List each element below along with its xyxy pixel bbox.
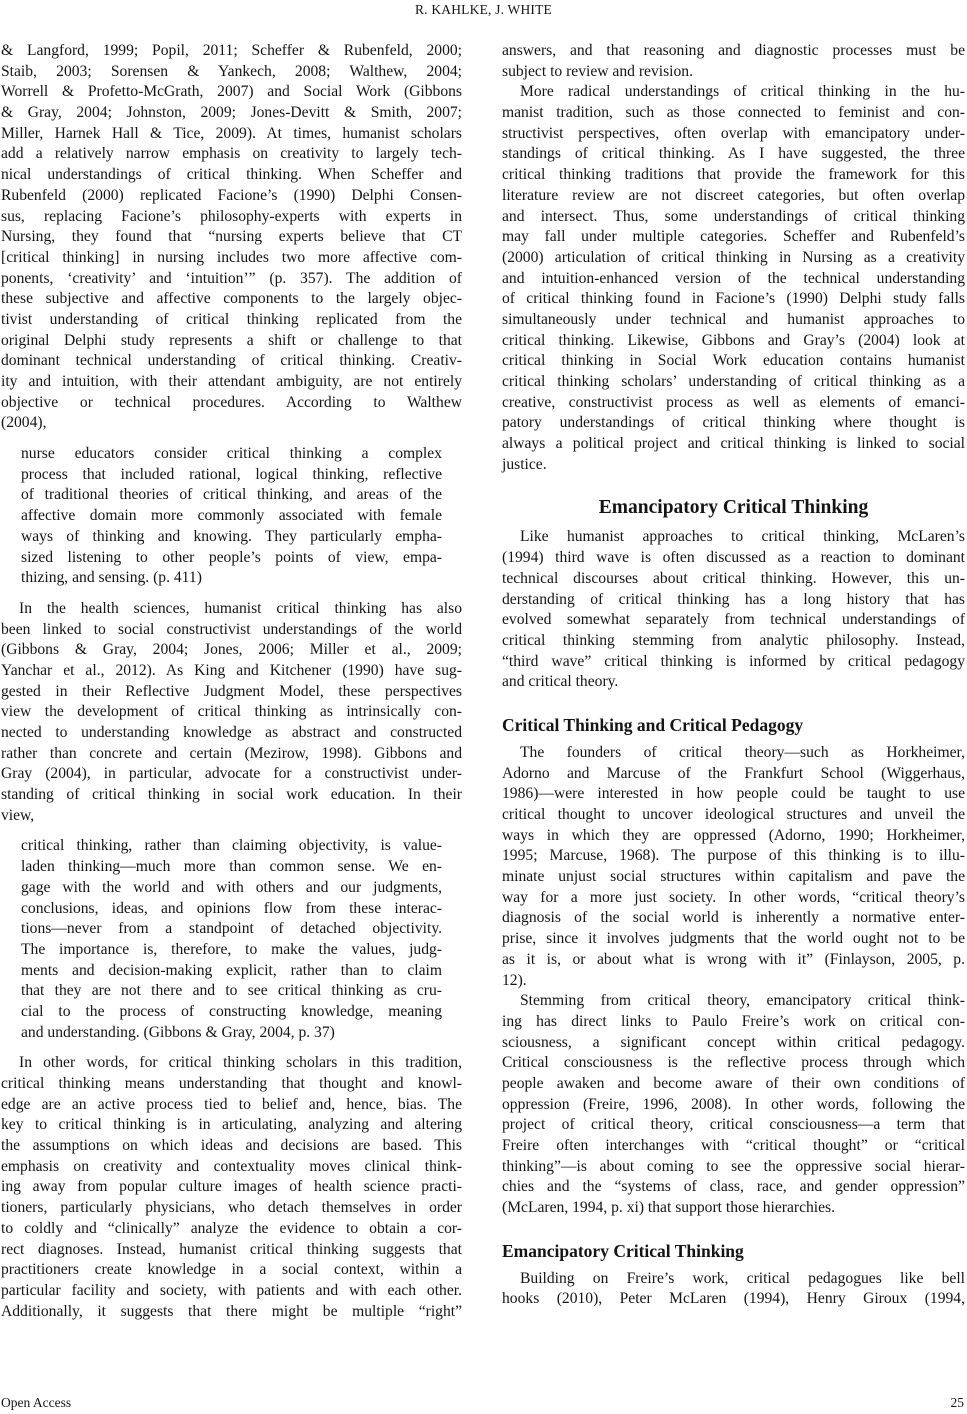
text-line: patory understandings of critical thinking where thought is — [502, 414, 965, 432]
left-column — [1, 41, 462, 1322]
text-line: literature review are not discreet categories, but often overlap — [502, 186, 965, 204]
paragraph-answers — [502, 41, 965, 82]
text-line: In the health sciences, humanist critical thinking has also — [19, 599, 462, 617]
text-line: cial to the process of constructing knowledge, meaning — [21, 1002, 442, 1020]
text-line: (McLaren, 1994, p. xi) that support those hierarchies. — [502, 1199, 836, 1217]
paragraph-third-wave — [502, 527, 965, 693]
footer-open-access: Open Access — [1, 1395, 72, 1410]
text-line: [critical thinking] in nursing includes two more affective com- — [1, 248, 462, 266]
text-line: The founders of critical theory—such as Horkheimer, — [520, 743, 965, 761]
text-line: Building on Freire’s work, critical pedagogues like bell — [520, 1269, 965, 1287]
right-column — [502, 41, 965, 1310]
text-line: Rubenfeld (2000) replicated Facione’s (1990) Delphi Consen- — [1, 186, 462, 204]
text-line: been linked to social constructivist understandings of the world — [1, 620, 462, 638]
text-line: key to critical thinking is in articulating, analyzing and altering — [1, 1116, 462, 1134]
paragraph-building-on-freire — [502, 1269, 965, 1310]
text-line: Freire often interchanges with “critical thought” or “critical — [502, 1137, 965, 1154]
text-line: The importance is, therefore, to make the values, judg- — [21, 940, 442, 958]
text-line: gested in their Reflective Judgment Model, these perspectives — [1, 682, 462, 700]
text-line: critical thinking traditions that provide the framework for this — [502, 166, 965, 184]
paragraph-in-other-words — [1, 1053, 462, 1322]
text-line: way for a more just society. In other words, “critical theory’s — [502, 888, 965, 906]
text-line: subject to review and revision. — [502, 62, 693, 80]
text-line: & Langford, 1999; Popil, 2011; Scheffer & Rubenfeld, 2000; — [1, 42, 462, 59]
text-line: to coldly and “clinically” analyze the evidence to obtain a cor- — [1, 1219, 462, 1237]
text-line: and understanding. (Gibbons & Gray, 2004, p. 37) — [21, 1023, 335, 1041]
text-line: standing of critical thinking in social work education. In their — [1, 786, 462, 804]
text-line: practitioners create knowledge in a social context, within a — [1, 1261, 462, 1279]
text-line: structivist perspectives, often overlap with emancipatory under- — [502, 124, 965, 142]
text-line: critical thinking in Social Work education contains humanist — [502, 352, 965, 370]
subsection-heading-emancipatory: Emancipatory Critical Thinking — [502, 1240, 744, 1261]
page-number: 25 — [950, 1395, 964, 1410]
text-line: thinking”—is about coming to see the oppressive social hierar- — [502, 1157, 965, 1175]
paragraph-continuation — [1, 41, 462, 434]
text-line: Stemming from critical theory, emancipatory critical think- — [520, 992, 965, 1010]
text-line: original Delphi study represents a shift or challenge to that — [1, 331, 462, 349]
text-line: conclusions, ideas, and opinions flow from these interac- — [21, 899, 442, 917]
text-line: particular facility and society, with patients and with each other. — [1, 1281, 462, 1299]
text-line: sized listening to other people’s points of view, empa- — [21, 548, 442, 566]
text-line: and critical theory. — [502, 673, 619, 691]
text-line: Yanchar et al., 2012). As King and Kitchener (1990) have sug- — [1, 661, 462, 679]
text-line: the assumptions on which ideas and decisions are based. This — [1, 1137, 462, 1155]
text-line: oppression (Freire, 1996, 2008). In other words, following the — [502, 1095, 965, 1113]
text-line: edge are an active process tied to belief and, hence, bias. The — [1, 1095, 462, 1113]
text-line: critical thinking. Likewise, Gibbons and Gray’s (2004) look at — [502, 331, 965, 349]
text-line: tioners, particularly physicians, who detach themselves in order — [1, 1199, 462, 1217]
text-line: nical understandings of critical thinking. When Scheffer and — [1, 166, 462, 184]
text-line: and intuition-enhanced version of the technical understanding — [502, 269, 965, 287]
running-head: R. KAHLKE, J. WHITE — [414, 2, 553, 17]
text-line: (Gibbons & Gray, 2004; Jones, 2006; Miller et al., 2009; — [1, 641, 462, 659]
text-line: these subjective and affective components to the largely objec- — [1, 290, 462, 308]
text-line: that they are not there and to see critical thinking as cru- — [21, 982, 442, 1000]
paragraph-critical-consciousness — [502, 991, 965, 1219]
text-line: ing has direct links to Paulo Freire’s work on critical con- — [502, 1012, 965, 1030]
text-line: add a relatively narrow emphasis on creativity to largely tech- — [1, 145, 462, 163]
text-line: Adorno and Marcuse of the Frankfurt School (Wiggerhaus, — [502, 764, 965, 782]
text-line: ponents, ‘creativity’ and ‘intuition’” (p. 357). The addition of — [1, 269, 462, 287]
text-line: diagnosis of the social world is inherently a normative enter- — [502, 909, 965, 927]
subsection-heading-critical-pedagogy: Critical Thinking and Critical Pedagogy — [502, 714, 804, 735]
text-line: rect diagnoses. Instead, humanist critical thinking suggests that — [1, 1240, 462, 1258]
text-line: view the development of critical thinking as intrinsically con- — [1, 703, 462, 721]
text-line: justice. — [502, 455, 547, 473]
text-line: “third wave” critical thinking is informed by critical pedagogy — [502, 652, 965, 670]
text-line: as it is, or about what is wrong with it” (Finlayson, 2005, p. — [502, 950, 965, 968]
text-line: Like humanist approaches to critical thinking, McLaren’s — [520, 528, 965, 546]
text-line: derstanding of critical thinking has a long history that has — [502, 590, 965, 608]
text-line: Gray (2004), in particular, advocate for a constructivist under- — [1, 765, 462, 783]
text-line: ments and decision-making explicit, rather than to claim — [21, 961, 442, 979]
text-line: tivist understanding of critical thinking replicated from the — [1, 310, 462, 328]
text-line: ity and intuition, with their attendant ambiguity, are not entirely — [1, 373, 462, 390]
text-line: ing away from popular culture images of health science practi- — [1, 1178, 462, 1196]
text-line: of critical thinking found in Facione’s (1990) Delphi study falls — [502, 290, 965, 308]
text-line: may fall under multiple categories. Scheffer and Rubenfeld’s — [502, 228, 965, 246]
text-line: sus, replacing Facione’s philosophy-experts with experts in — [1, 207, 462, 225]
text-line: evolved somewhat separately from technical understandings of — [502, 611, 965, 629]
text-line: answers, and that reasoning and diagnostic processes must be — [502, 42, 965, 59]
text-line: simultaneously under technical and humanist approaches to — [502, 310, 965, 328]
text-line: project of critical theory, critical consciousness—a term that — [502, 1116, 965, 1134]
text-line: Nursing, they found that “nursing experts believe that CT — [1, 228, 462, 246]
text-line: nurse educators consider critical thinking a complex — [21, 445, 442, 463]
text-line: creative, constructivist process as well as elements of emanci- — [502, 393, 965, 411]
text-line: gage with the world and with others and our judgments, — [21, 878, 442, 896]
text-line: Additionally, it suggests that there might be multiple “right” — [1, 1302, 462, 1320]
paragraph-social-constructivist — [1, 599, 462, 827]
text-line: tions—never from a standpoint of detached objectivity. — [21, 920, 442, 938]
text-line: 1986)—were interested in how people could be taught to use — [502, 785, 965, 803]
text-line: objective or technical procedures. According to Walthew — [1, 393, 462, 411]
text-line: people awaken and become aware of their own conditions of — [502, 1074, 965, 1092]
text-line: (2000) articulation of critical thinking in Nursing as a creativity — [502, 248, 965, 266]
paragraph-radical-understandings — [502, 82, 965, 475]
text-line: view, — [1, 806, 35, 824]
text-line: prise, since it involves judgments that the world ought not to be — [502, 930, 965, 948]
text-line: hooks (2010), Peter McLaren (1994), Henry Giroux (1994, — [502, 1290, 965, 1308]
text-line: & Gray, 2004; Johnston, 2009; Jones-Devitt & Smith, 2007; — [1, 104, 462, 122]
text-line: manist tradition, such as those connected to feminist and con- — [502, 104, 965, 122]
text-line: of traditional theories of critical thinking, and areas of the — [21, 486, 442, 504]
text-line: affective domain more commonly associated with female — [21, 507, 442, 525]
text-line: technical discourses about critical thinking. However, this un- — [502, 569, 965, 587]
text-line: 1995; Marcuse, 1968). The purpose of this thinking is to illu- — [502, 847, 965, 865]
text-line: thizing, and sensing. (p. 411) — [21, 569, 202, 587]
text-line: 12). — [502, 971, 527, 989]
text-line: In other words, for critical thinking scholars in this tradition, — [19, 1054, 462, 1072]
text-line: Staib, 2003; Sorensen & Yankech, 2008; Walthew, 2004; — [1, 62, 462, 80]
text-line: rather than concrete and certain (Mezirow, 1998). Gibbons and — [1, 744, 462, 762]
text-line: always a political project and critical thinking is linked to social — [502, 435, 965, 453]
text-line: (1994) third wave is often discussed as a reaction to dominant — [502, 549, 965, 567]
text-line: ways in which they are oppressed (Adorno, 1990; Horkheimer, — [502, 826, 965, 844]
text-line: and intersect. Thus, some understandings of critical thinking — [502, 207, 965, 225]
text-line: critical thinking scholars’ understanding of critical thinking as a — [502, 373, 965, 390]
block-quote-gibbons-gray — [21, 836, 442, 1043]
text-line: minate unjust social structures within capitalism and pave the — [502, 868, 965, 886]
text-line: critical thought to uncover ideological structures and unveil the — [502, 806, 965, 823]
text-line: Worrell & Profetto-McGrath, 2007) and Social Work (Gibbons — [1, 83, 462, 101]
text-line: More radical understandings of critical thinking in the hu- — [520, 83, 965, 101]
text-line: (2004), — [1, 414, 47, 432]
text-line: ways of thinking and knowing. They particularly empha- — [21, 527, 442, 545]
text-line: emphasis on creativity and contextuality moves clinical think- — [1, 1157, 462, 1175]
text-line: Miller, Harnek Hall & Tice, 2009). At times, humanist scholars — [1, 124, 462, 142]
text-line: dominant technical understanding of critical thinking. Creativ- — [1, 352, 462, 370]
paragraph-founders-critical-theory — [502, 743, 965, 991]
text-line: nected to understanding knowledge as abstract and constructed — [1, 724, 462, 741]
text-line: critical thinking means understanding that thought and knowl- — [1, 1075, 462, 1092]
text-line: process that included rational, logical thinking, reflective — [21, 465, 442, 483]
section-heading-emancipatory: Emancipatory Critical Thinking — [598, 497, 869, 519]
text-line: sciousness, a significant concept within critical pedagogy. — [502, 1033, 965, 1051]
text-line: critical thinking, rather than claiming objectivity, is value- — [21, 837, 442, 855]
text-line: chies and the “systems of class, race, and gender oppression” — [502, 1178, 965, 1196]
text-line: laden thinking—much more than common sense. We en- — [21, 858, 442, 876]
block-quote-walthew — [21, 444, 442, 589]
text-line: Critical consciousness is the reflective process through which — [502, 1054, 965, 1072]
text-line: critical thinking stemming from analytic philosophy. Instead, — [502, 631, 965, 649]
text-line: standings of critical thinking. As I have suggested, the three — [502, 145, 965, 163]
